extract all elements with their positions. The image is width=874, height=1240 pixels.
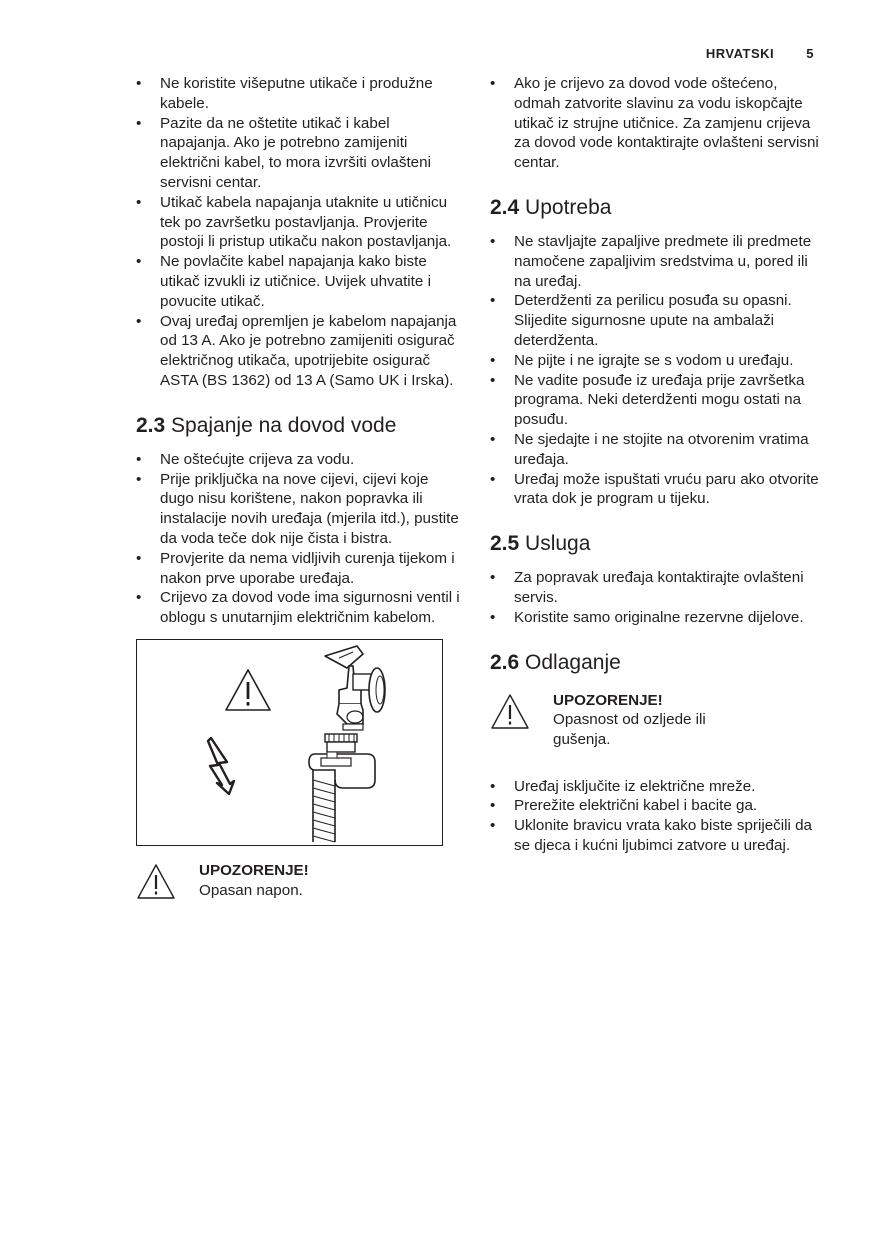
list-item: • Crijevo za dovod vode ima sigurnosni ventil i oblogu s unutarnjim električnim kabelom. (136, 588, 462, 628)
list-item: • Uređaj može ispuštati vruću paru ako otvorite vrata dok je program u tijeku. (490, 470, 820, 510)
list-item: • Ne pijte i ne igrajte se s vodom u uređaju. (490, 351, 820, 371)
warning-title: UPOZORENJE! (199, 861, 309, 879)
left-column (136, 74, 462, 921)
list-item: • Uređaj isključite iz električne mreže. (490, 777, 820, 797)
list-item: • Ne sjedajte i ne stojite na otvorenim vratima uređaja. (490, 430, 820, 470)
warning-text: Opasan napon. (199, 881, 303, 899)
section-2-4-heading (490, 195, 820, 221)
right-column (490, 74, 820, 856)
list-item: • Ne povlačite kabel napajanja kako biste utikač izvukli iz utičnice. Uvijek uhvatite i povucite utikač. (136, 252, 462, 311)
list-item: • Ako je crijevo za dovod vode oštećeno, odmah zatvorite slavinu za vodu iskopčajte utikač iz strujne utičnice. Za zamjenu crijeva za dovod vode kontaktirajte ovlašteni servisni centar. (490, 74, 820, 173)
list-item: • Ne oštećujte crijeva za vodu. (136, 450, 462, 470)
list-item: • Pazite da ne oštetite utikač i kabel napajanja. Ako je potrebno zamijeniti električni kabel, to mora izvršiti ovlašteni servisni centar. (136, 114, 462, 193)
section-2-3-heading (136, 413, 462, 439)
section-title: Odlaganje (525, 650, 621, 674)
warning-triangle-icon (224, 668, 272, 712)
voltage-warning (136, 861, 462, 921)
warning-text: Opasnost od ozljede ili gušenja. (553, 711, 706, 749)
section-number: 2.5 (490, 532, 520, 556)
warning-triangle-icon (136, 863, 176, 900)
water-inlet-safety-figure (136, 639, 443, 846)
list-item: • Utikač kabela napajanja utaknite u utičnicu tek po završetku postavljanja. Provjerite postoji li pristup utikaču nakon postavljanja. (136, 193, 462, 252)
suffocation-warning (490, 691, 820, 767)
header-language: HRVATSKI (705, 46, 775, 61)
list-item: • Koristite samo originalne rezervne dijelove. (490, 608, 820, 628)
list-item: • Prije priključka na nove cijevi, cijevi koje dugo nisu korištene, nakon popravka ili instalacije novih uređaja (mjerila itd.), pustite da voda teče dok nije čista i bistra. (136, 470, 462, 549)
section-title: Upotreba (525, 195, 612, 219)
section-number: 2.4 (490, 195, 520, 219)
list-item: • Ne stavljajte zapaljive predmete ili predmete namočene zapaljivim sredstvima u, pored ili na uređaj. (490, 232, 820, 291)
warning-title: UPOZORENJE! (553, 691, 663, 709)
section-2-6-list (490, 777, 820, 856)
section-title: Spajanje na dovod vode (171, 413, 397, 437)
section-2-5-list (490, 568, 820, 627)
list-item: • Ne koristite višeputne utikače i produžne kabele. (136, 74, 462, 114)
section-2-5-heading (490, 531, 820, 557)
section-title: Usluga (525, 532, 591, 556)
list-item: • Provjerite da nema vidljivih curenja tijekom i nakon prve uporabe uređaja. (136, 549, 462, 589)
page-header (706, 46, 814, 61)
section-2-4-list (490, 232, 820, 509)
list-item: • Uklonite bravicu vrata kako biste spriječili da se djeca i kućni ljubimci zatvore u uređaj. (490, 816, 820, 856)
list-item: • Prerežite električni kabel i bacite ga. (490, 796, 820, 816)
section-number: 2.3 (136, 413, 166, 437)
section-number: 2.6 (490, 650, 520, 674)
list-item: • Ovaj uređaj opremljen je kabelom napajanja od 13 A. Ako je potrebno zamijeniti osigurač električnog utikača, upotrijebite osigurač ASTA (BS 1362) od 13 A (Samo UK i Irska). (136, 312, 462, 391)
list-item: • Za popravak uređaja kontaktirajte ovlašteni servis. (490, 568, 820, 608)
left-intro-list (136, 74, 462, 391)
section-2-3-list (136, 450, 462, 628)
lightning-bolt-icon (205, 736, 237, 796)
list-item: • Deterdženti za perilicu posuđa su opasni. Slijedite sigurnosne upute na ambalaži deterdženta. (490, 291, 820, 350)
section-2-6-heading (490, 650, 820, 676)
inlet-hose-icon (305, 732, 405, 844)
list-item: • Ne vadite posuđe iz uređaja prije završetka programa. Neki deterdženti mogu ostati na posuđu. (490, 371, 820, 430)
warning-triangle-icon (490, 693, 530, 730)
right-intro-list (490, 74, 820, 173)
page-number: 5 (806, 46, 814, 61)
water-tap-icon (319, 644, 399, 734)
